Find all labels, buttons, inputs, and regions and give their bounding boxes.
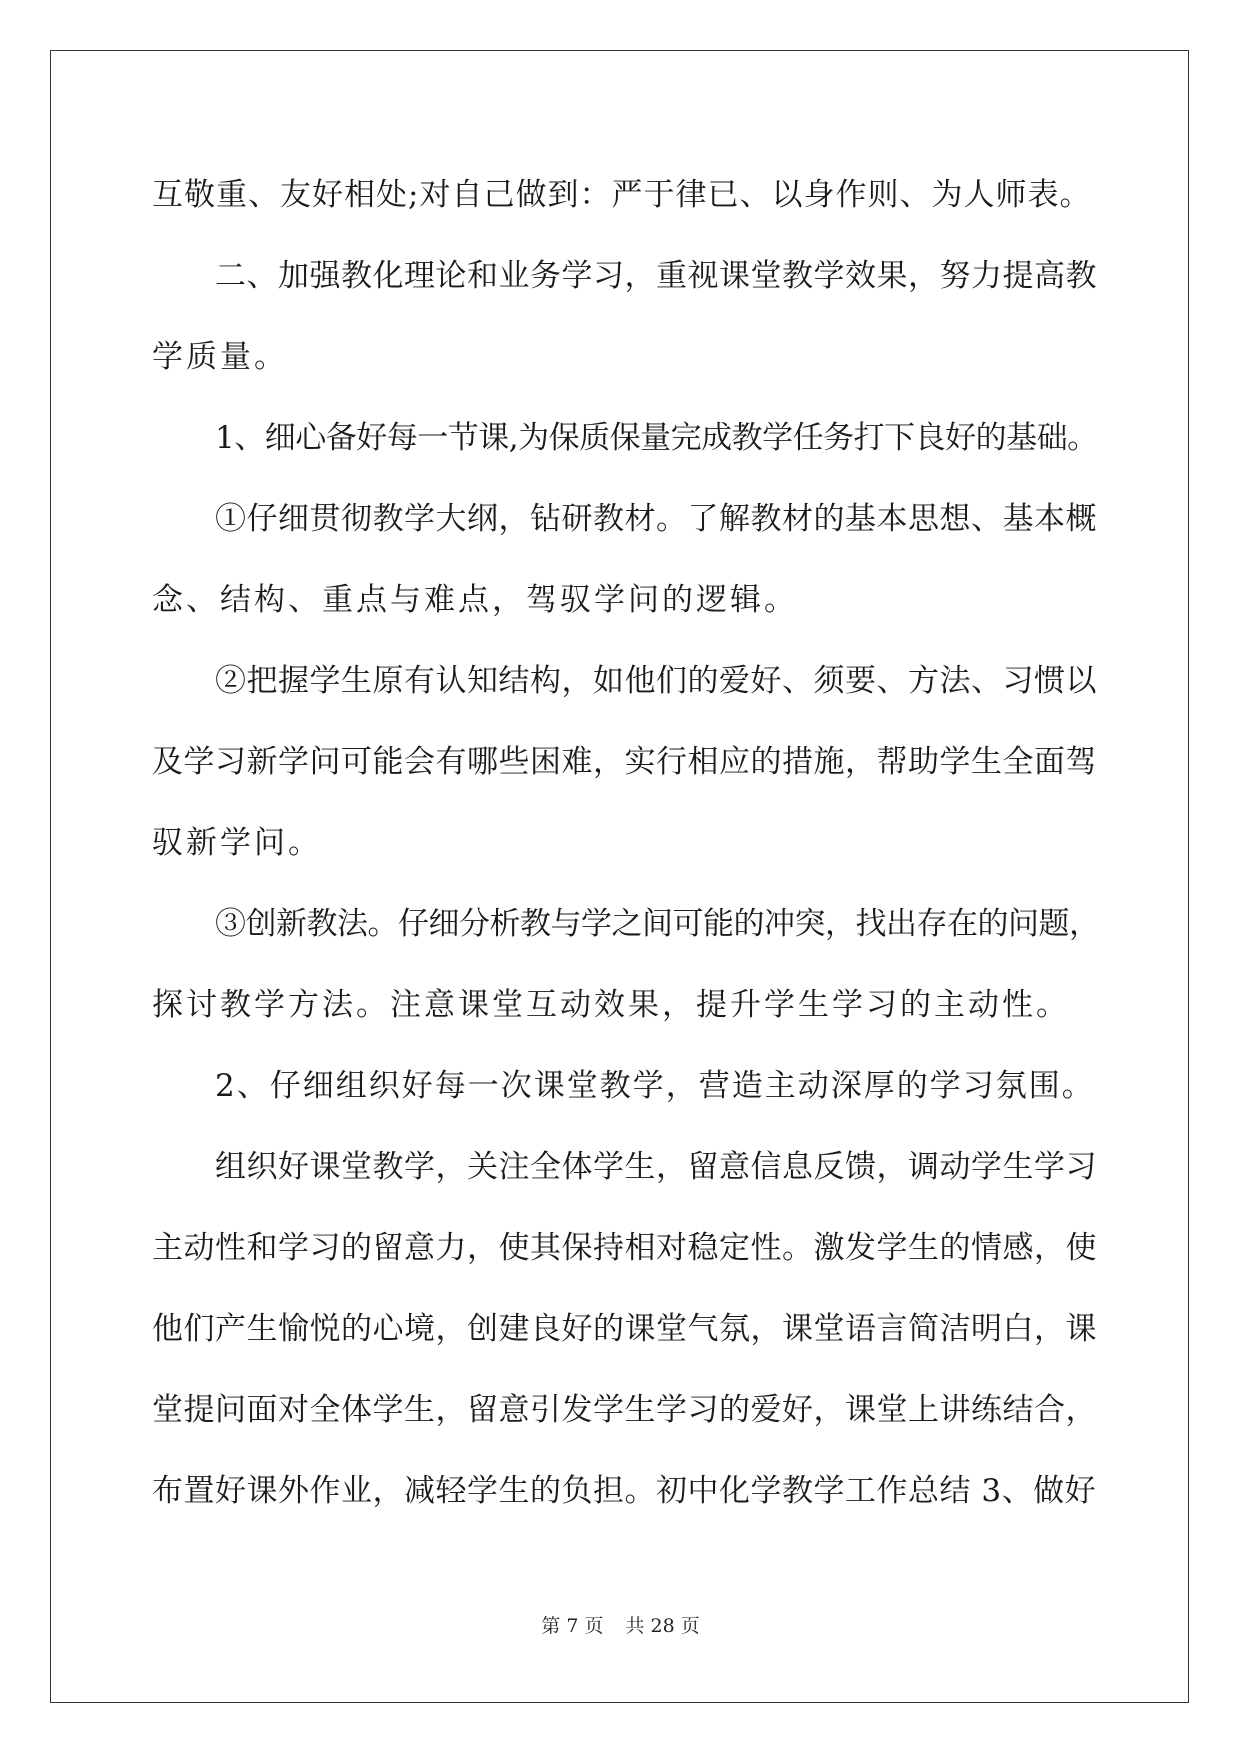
page-number: 第 7 页 — [541, 1615, 604, 1637]
text-line: 驭新学问。 — [152, 825, 322, 861]
text-line: 2、仔细组织好每一次课堂教学，营造主动深厚的学习氛围。 — [215, 1068, 1095, 1104]
text-line: ①仔细贯彻教学大纲，钻研教材。了解教材的基本思想、基本概 — [215, 501, 1097, 537]
text-line: 念、结构、重点与难点，驾驭学问的逻辑。 — [152, 582, 798, 618]
text-line: 二、加强教化理论和业务学习，重视课堂教学效果，努力提高教 — [215, 258, 1097, 294]
text-line: 1、细心备好每一节课,为保质保量完成教学任务打下良好的基础。 — [215, 420, 1098, 456]
text-line: 学质量。 — [152, 339, 288, 375]
page-total: 共 28 页 — [625, 1615, 700, 1637]
text-line: ③创新教法。仔细分析教与学之间可能的冲突，找出存在的问题， — [215, 906, 1100, 942]
text-line: 及学习新学问可能会有哪些困难，实行相应的措施，帮助学生全面驾 — [152, 744, 1097, 780]
text-line: 堂提问面对全体学生，留意引发学生学习的爱好，课堂上讲练结合， — [152, 1392, 1097, 1428]
page-border — [50, 50, 1189, 1703]
text-line: 布置好课外作业，减轻学生的负担。初中化学教学工作总结 3、做好 — [152, 1473, 1097, 1509]
page-footer — [0, 1614, 1241, 1638]
text-line: 互敬重、友好相处;对自己做到：严于律已、以身作则、为人师表。 — [152, 177, 1092, 213]
text-line: 主动性和学习的留意力，使其保持相对稳定性。激发学生的情感，使 — [152, 1230, 1097, 1266]
text-line: 组织好课堂教学，关注全体学生，留意信息反馈，调动学生学习 — [215, 1149, 1097, 1185]
text-line: 他们产生愉悦的心境，创建良好的课堂气氛，课堂语言简洁明白，课 — [152, 1311, 1097, 1347]
text-line: 探讨教学方法。注意课堂互动效果，提升学生学习的主动性。 — [152, 987, 1070, 1023]
text-line: ②把握学生原有认知结构，如他们的爱好、须要、方法、习惯以 — [215, 663, 1097, 699]
